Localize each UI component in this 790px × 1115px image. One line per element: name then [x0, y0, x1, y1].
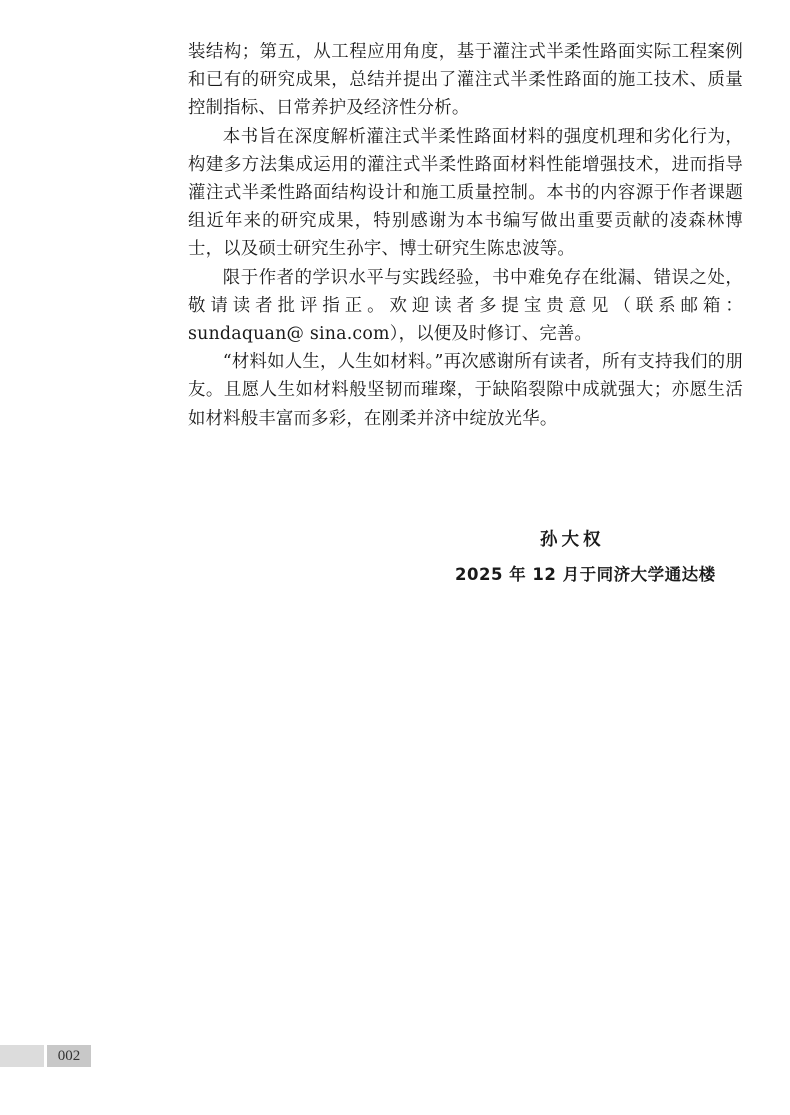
preface-body — [188, 38, 743, 433]
page-number: 002 — [47, 1045, 91, 1067]
paragraph-continued: 装结构；第五，从工程应用角度，基于灌注式半柔性路面实际工程案例和已有的研究成果，总结并提出了灌注式半柔性路面的施工技术、质量控制指标、日常养护及经济性分析。 — [188, 42, 743, 119]
author-signature: 孙大权 — [540, 530, 605, 550]
paragraph-aim: 本书旨在深度解析灌注式半柔性路面材料的强度机理和劣化行为，构建多方法集成运用的灌注式半柔性路面材料性能增强技术，进而指导灌注式半柔性路面结构设计和施工质量控制。本书的内容源于作者课题组近年来的研究成果，特别感谢为本书编写做出重要贡献的凌森林博士，以及硕士研究生孙宇、博士研究生陈忠波等。 — [188, 126, 743, 260]
paragraph-closing: “材料如人生，人生如材料。”再次感谢所有读者，所有支持我们的朋友。且愿人生如材料般坚韧而璀璨，于缺陷裂隙中成就强大；亦愿生活如材料般丰富而多彩，在刚柔并济中绽放光华。 — [188, 352, 743, 429]
date-place: 2025 年 12 月于同济大学通达楼 — [455, 565, 716, 584]
page-number-tab — [0, 1045, 44, 1067]
paragraph-feedback: 限于作者的学识水平与实践经验，书中难免存在纰漏、错误之处，敬请读者批评指正。欢迎读者多提宝贵意见（联系邮箱：sundaquan@ sina.com），以便及时修订、完善。 — [188, 267, 743, 345]
